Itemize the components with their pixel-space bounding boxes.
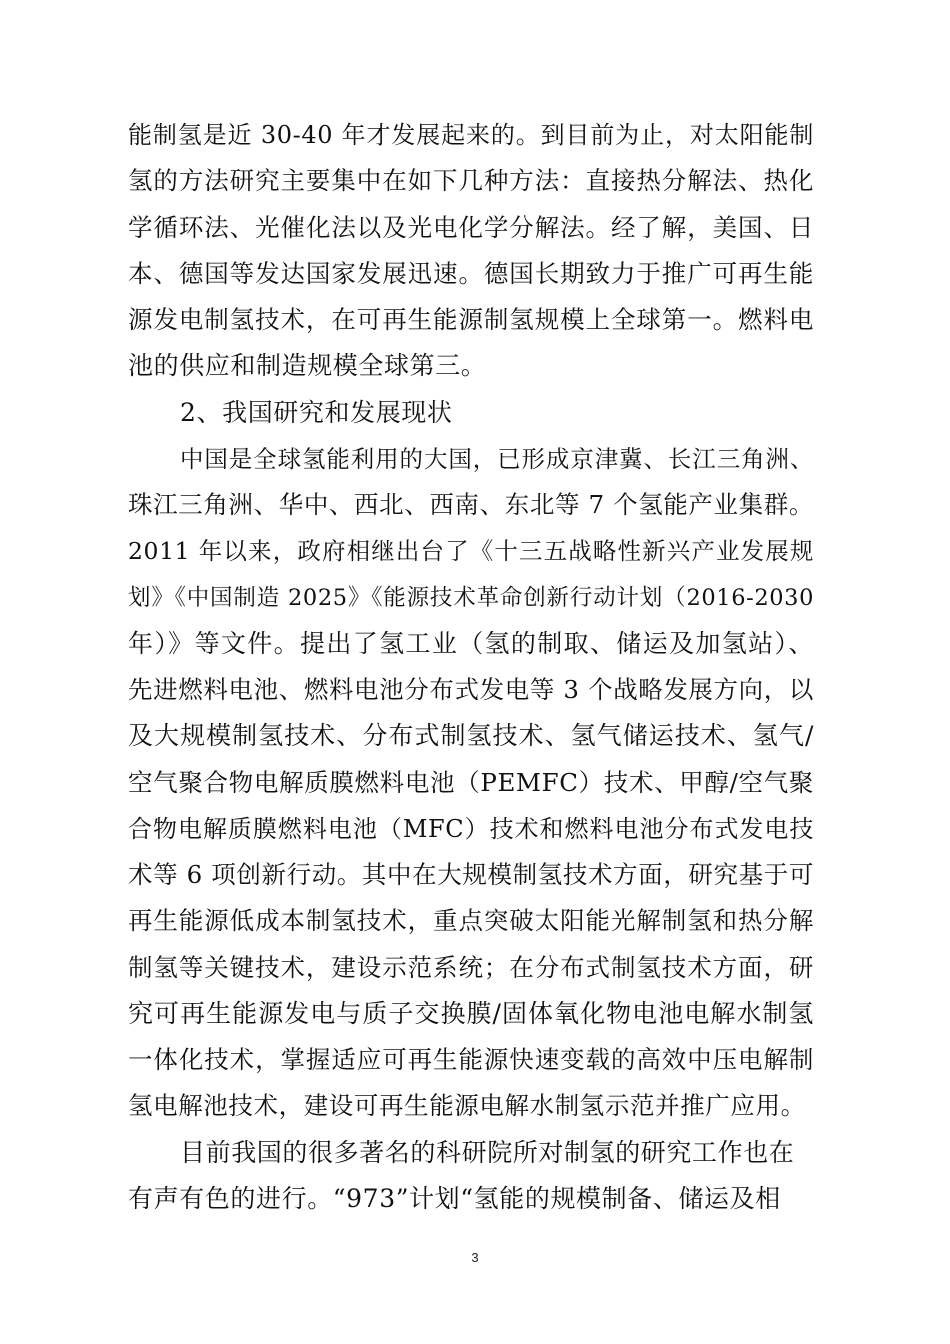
text-line-19: 制氢等关键技术，建设示范系统；在分布式制氢技术方面，研 — [128, 952, 814, 982]
body-text — [128, 112, 814, 1222]
text-line-10: 2011 年以来，政府相继出台了《十三五战略性新兴产业发展规 — [128, 537, 814, 566]
text-line-5: 源发电制氢技术，在可再生能源制氢规模上全球第一。燃料电 — [128, 305, 814, 334]
text-line-17: 术等 6 项创新行动。其中在大规模制氢技术方面，研究基于可 — [128, 860, 814, 889]
page-number: 3 — [471, 1250, 479, 1265]
text-line-12: 年）》等文件。提出了氢工业（氢的制取、储运及加氢站）、 — [128, 628, 814, 658]
text-line-9: 珠江三角洲、华中、西北、西南、东北等 7 个氢能产业集群。 — [128, 490, 814, 519]
text-line-1: 能制氢是近 30-40 年才发展起来的。到目前为止，对太阳能制 — [128, 121, 814, 149]
text-line-20: 究可再生能源发电与质子交换膜/固体氧化物电池电解水制氢 — [128, 998, 814, 1028]
text-line-22: 氢电解池技术，建设可再生能源电解水制氢示范并推广应用。 — [128, 1091, 806, 1121]
text-line-23: 目前我国的很多著名的科研院所对制氢的研究工作也在 — [180, 1137, 795, 1167]
text-line-13: 先进燃料电池、燃料电池分布式发电等 3 个战略发展方向，以 — [128, 675, 814, 704]
text-line-11: 划》《中国制造 2025》《能源技术革命创新行动计划（2016-2030 — [128, 584, 814, 611]
text-line-6: 池的供应和制造规模全球第三。 — [128, 351, 487, 381]
section-heading: 2、我国研究和发展现状 — [180, 397, 453, 427]
text-line-18: 再生能源低成本制氢技术，重点突破太阳能光解制氢和热分解 — [128, 906, 814, 936]
text-line-14: 及大规模制氢技术、分布式制氢技术、氢气储运技术、氢气/ — [128, 721, 814, 751]
text-line-3: 学循环法、光催化法以及光电化学分解法。经了解，美国、日 — [128, 212, 814, 242]
text-line-2: 氢的方法研究主要集中在如下几种方法：直接热分解法、热化 — [128, 166, 814, 196]
text-line-4: 本、德国等发达国家发展迅速。德国长期致力于推广可再生能 — [128, 258, 814, 288]
text-line-15: 空气聚合物电解质膜燃料电池（PEMFC）技术、甲醇/空气聚 — [128, 767, 814, 797]
text-line-16: 合物电解质膜燃料电池（MFC）技术和燃料电池分布式发电技 — [128, 814, 814, 843]
text-line-24: 有声有色的进行。“973”计划“氢能的规模制备、储运及相 — [128, 1183, 781, 1213]
text-line-8: 中国是全球氢能利用的大国，已形成京津冀、长江三角洲、 — [180, 444, 814, 473]
text-line-21: 一体化技术，掌握适应可再生能源快速变载的高效中压电解制 — [128, 1045, 814, 1074]
